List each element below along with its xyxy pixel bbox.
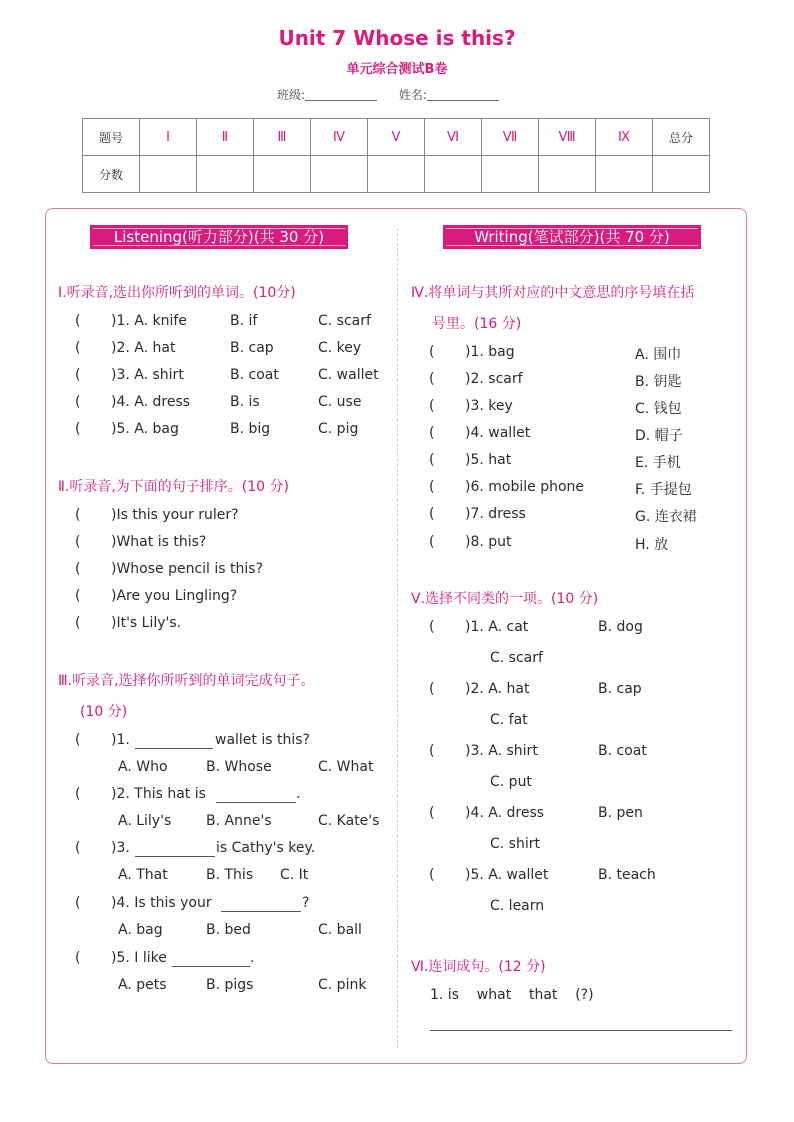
word: )2. scarf <box>465 371 523 387</box>
answer-paren[interactable]: ( <box>75 507 81 523</box>
answer-paren[interactable]: ( <box>429 619 435 635</box>
section-4-heading: Ⅳ.将单词与其所对应的中文意思的序号填在括 <box>411 285 695 301</box>
word: )3. key <box>465 398 513 414</box>
option-c: C. What <box>318 759 374 775</box>
sentence-start: )5. I like <box>111 950 167 966</box>
option-b: B. This <box>206 867 254 883</box>
answer-paren[interactable]: ( <box>75 786 81 802</box>
score-cell-label: 分数 <box>83 156 140 193</box>
score-cell[interactable] <box>368 156 425 193</box>
answer-paren[interactable]: ( <box>75 340 81 356</box>
answer-paren[interactable]: ( <box>429 867 435 883</box>
option-b: B. cap <box>230 340 274 356</box>
score-cell[interactable] <box>140 156 197 193</box>
section-4-heading-cont: 号里。(16 分) <box>432 316 522 332</box>
option-a: )1. A. cat <box>465 619 529 635</box>
answer-paren[interactable]: ( <box>75 732 81 748</box>
option-a: A. That <box>118 867 168 883</box>
fill-blank[interactable] <box>221 911 301 912</box>
answer-paren[interactable]: ( <box>75 950 81 966</box>
answer-paren[interactable]: ( <box>429 534 435 550</box>
option-c: C. scarf <box>318 313 371 329</box>
sentence: )Is this your ruler? <box>111 507 239 523</box>
page-title: Unit 7 Whose is this? <box>278 26 516 50</box>
answer-paren[interactable]: ( <box>75 895 81 911</box>
option-a: A. pets <box>118 977 167 993</box>
option-a: )3. A. shirt <box>465 743 538 759</box>
section-5-heading: Ⅴ.选择不同类的一项。(10 分) <box>411 591 599 607</box>
option-a: )5. A. wallet <box>465 867 549 883</box>
option-b: B. dog <box>598 619 643 635</box>
scrambled-words: 1. is what that (?) <box>430 987 594 1003</box>
section-3-heading: Ⅲ.听录音,选择你所听到的单词完成句子。 <box>58 673 315 689</box>
option-c: C. scarf <box>490 650 543 666</box>
fill-blank[interactable] <box>135 748 213 749</box>
sentence-end: wallet is this? <box>215 732 310 748</box>
answer-paren[interactable]: ( <box>75 840 81 856</box>
sentence-end: . <box>296 786 301 802</box>
score-cell-header: Ⅸ <box>596 119 653 156</box>
writing-banner: Writing(笔试部分)(共 70 分) <box>443 225 701 249</box>
option-c: C. use <box>318 394 362 410</box>
score-cell-header: Ⅷ <box>539 119 596 156</box>
score-cell-header: Ⅳ <box>311 119 368 156</box>
score-cell-header: Ⅱ <box>197 119 254 156</box>
meaning: A. 围巾 <box>635 347 682 363</box>
score-cell[interactable] <box>425 156 482 193</box>
option-a: A. bag <box>118 922 163 938</box>
answer-paren[interactable]: ( <box>75 615 81 631</box>
section-6-heading: Ⅵ.连词成句。(12 分) <box>411 959 546 975</box>
word: )7. dress <box>465 506 526 522</box>
option-c: C. put <box>490 774 532 790</box>
option-b: B. is <box>230 394 260 410</box>
word: )5. hat <box>465 452 512 468</box>
score-cell-header: Ⅴ <box>368 119 425 156</box>
option-c: C. It <box>280 867 309 883</box>
score-cell[interactable] <box>596 156 653 193</box>
option-a: )4. A. dress <box>465 805 545 821</box>
option-b: B. bed <box>206 922 251 938</box>
word: )8. put <box>465 534 512 550</box>
score-cell[interactable] <box>254 156 311 193</box>
sentence-start: )3. <box>111 840 130 856</box>
section-2-heading: Ⅱ.听录音,为下面的句子排序。(10 分) <box>58 479 289 495</box>
option-b: B. cap <box>598 681 642 697</box>
sentence-end: ? <box>302 895 310 911</box>
option-b: B. teach <box>598 867 656 883</box>
score-cell-header: Ⅶ <box>482 119 539 156</box>
option-c: C. pig <box>318 421 359 437</box>
option-a: )1. A. knife <box>111 313 187 329</box>
option-b: B. coat <box>598 743 647 759</box>
option-a: )2. A. hat <box>111 340 176 356</box>
answer-paren[interactable]: ( <box>429 398 435 414</box>
option-b: B. big <box>230 421 271 437</box>
score-cell-label: 题号 <box>83 119 140 156</box>
option-c: C. ball <box>318 922 362 938</box>
option-a: )5. A. bag <box>111 421 179 437</box>
section-1-heading: Ⅰ.听录音,选出你所听到的单词。(10分) <box>58 285 296 301</box>
listening-banner: Listening(听力部分)(共 30 分) <box>90 225 348 249</box>
answer-paren[interactable]: ( <box>429 452 435 468</box>
option-a: A. Who <box>118 759 168 775</box>
option-a: )2. A. hat <box>465 681 530 697</box>
sentence-end: . <box>250 950 255 966</box>
option-a: )4. A. dress <box>111 394 191 410</box>
score-table-score-row <box>83 156 710 193</box>
fill-blank[interactable] <box>135 856 215 857</box>
sentence: )It's Lily's. <box>111 615 182 631</box>
sentence: )What is this? <box>111 534 207 550</box>
score-table <box>82 118 710 193</box>
class-field[interactable] <box>305 88 377 101</box>
option-b: B. coat <box>230 367 279 383</box>
option-c: C. wallet <box>318 367 379 383</box>
option-b: B. Anne's <box>206 813 272 829</box>
section-3-heading-cont: (10 分) <box>80 704 128 720</box>
sentence: )Whose pencil is this? <box>111 561 264 577</box>
word: )4. wallet <box>465 425 531 441</box>
option-c: C. key <box>318 340 362 356</box>
word: )6. mobile phone <box>465 479 585 495</box>
answer-line[interactable] <box>430 1030 732 1031</box>
column-divider <box>397 228 398 1048</box>
meaning: F. 手提包 <box>635 482 692 498</box>
option-c: C. Kate's <box>318 813 380 829</box>
answer-paren[interactable]: ( <box>429 479 435 495</box>
score-cell-header: Ⅵ <box>425 119 482 156</box>
option-b: B. if <box>230 313 258 329</box>
word: )1. bag <box>465 344 515 360</box>
answer-paren[interactable]: ( <box>429 425 435 441</box>
sentence-start: )2. This hat is <box>111 786 206 802</box>
fill-blank[interactable] <box>216 802 296 803</box>
answer-paren[interactable]: ( <box>75 421 81 437</box>
score-cell-header: Ⅰ <box>140 119 197 156</box>
name-field[interactable] <box>427 88 499 101</box>
option-c: C. pink <box>318 977 367 993</box>
score-cell[interactable] <box>539 156 596 193</box>
fill-blank[interactable] <box>172 966 250 967</box>
option-a: )3. A. shirt <box>111 367 184 383</box>
option-b: B. Whose <box>206 759 272 775</box>
sentence-end: is Cathy's key. <box>216 840 316 856</box>
option-b: B. pigs <box>206 977 254 993</box>
score-cell-total: 总分 <box>653 119 710 156</box>
score-cell[interactable] <box>311 156 368 193</box>
score-cell-header: Ⅲ <box>254 119 311 156</box>
option-c: C. learn <box>490 898 545 914</box>
answer-paren[interactable]: ( <box>75 394 81 410</box>
page-subtitle: 单元综合测试B卷 <box>346 62 448 77</box>
answer-paren[interactable]: ( <box>75 534 81 550</box>
meaning: C. 钱包 <box>635 401 682 417</box>
answer-paren[interactable]: ( <box>75 561 81 577</box>
answer-paren[interactable]: ( <box>75 588 81 604</box>
answer-paren[interactable]: ( <box>429 371 435 387</box>
answer-paren[interactable]: ( <box>75 367 81 383</box>
answer-paren[interactable]: ( <box>429 805 435 821</box>
option-a: A. Lily's <box>118 813 172 829</box>
meaning: E. 手机 <box>635 455 681 471</box>
sentence-start: )4. Is this your <box>111 895 212 911</box>
sentence-start: )1. <box>111 732 130 748</box>
answer-paren[interactable]: ( <box>429 743 435 759</box>
option-b: B. pen <box>598 805 643 821</box>
student-info <box>0 86 794 103</box>
meaning: H. 放 <box>635 537 669 553</box>
class-label: 班级: <box>277 88 306 102</box>
meaning: D. 帽子 <box>635 428 683 444</box>
answer-paren[interactable]: ( <box>429 344 435 360</box>
answer-paren[interactable]: ( <box>429 506 435 522</box>
score-table-header-row <box>83 119 710 156</box>
sentence: )Are you Lingling? <box>111 588 238 604</box>
name-label: 姓名: <box>398 88 427 102</box>
answer-paren[interactable]: ( <box>429 681 435 697</box>
answer-paren[interactable]: ( <box>75 313 81 329</box>
meaning: G. 连衣裙 <box>635 509 697 525</box>
option-c: C. shirt <box>490 836 540 852</box>
meaning: B. 钥匙 <box>635 374 682 390</box>
score-cell[interactable] <box>197 156 254 193</box>
score-cell[interactable] <box>482 156 539 193</box>
score-cell[interactable] <box>653 156 710 193</box>
option-c: C. fat <box>490 712 528 728</box>
